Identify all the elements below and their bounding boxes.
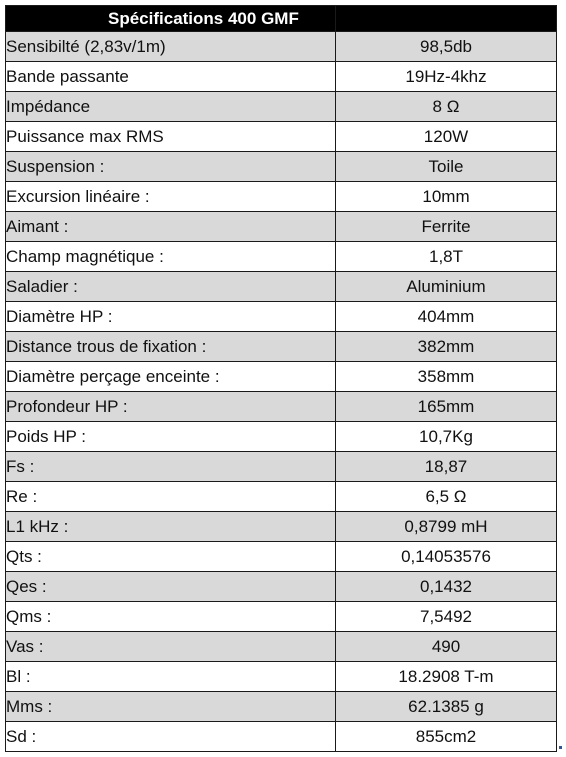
table-row — [6, 152, 557, 182]
spec-label: Mms : — [6, 692, 336, 722]
spec-value: 120W — [336, 122, 557, 152]
spec-sheet — [5, 5, 556, 752]
table-row — [6, 392, 557, 422]
spec-value: 382mm — [336, 332, 557, 362]
spec-value: 165mm — [336, 392, 557, 422]
table-row — [6, 32, 557, 62]
spec-value: Ferrite — [336, 212, 557, 242]
spec-value: 19Hz-4khz — [336, 62, 557, 92]
spec-value: 1,8T — [336, 242, 557, 272]
spec-value: 18.2908 T-m — [336, 662, 557, 692]
spec-label: Distance trous de fixation : — [6, 332, 336, 362]
table-row — [6, 62, 557, 92]
table-row — [6, 302, 557, 332]
spec-label: Qts : — [6, 542, 336, 572]
spec-label: Qes : — [6, 572, 336, 602]
spec-label: Diamètre perçage enceinte : — [6, 362, 336, 392]
spec-value: 358mm — [336, 362, 557, 392]
table-row — [6, 632, 557, 662]
spec-label: Profondeur HP : — [6, 392, 336, 422]
spec-label: Bande passante — [6, 62, 336, 92]
specifications-table — [5, 5, 557, 752]
table-title: Spécifications 400 GMF — [108, 8, 299, 28]
table-row — [6, 272, 557, 302]
spec-value: 0,8799 mH — [336, 512, 557, 542]
spec-label: Suspension : — [6, 152, 336, 182]
spec-value: 62.1385 g — [336, 692, 557, 722]
spec-value: Aluminium — [336, 272, 557, 302]
spec-label: Champ magnétique : — [6, 242, 336, 272]
table-row — [6, 692, 557, 722]
spec-value: 490 — [336, 632, 557, 662]
table-row — [6, 182, 557, 212]
table-title-cell — [6, 6, 336, 32]
spec-label: Aimant : — [6, 212, 336, 242]
table-row — [6, 242, 557, 272]
spec-label: Vas : — [6, 632, 336, 662]
spec-label: Poids HP : — [6, 422, 336, 452]
table-row — [6, 482, 557, 512]
table-row — [6, 602, 557, 632]
table-row — [6, 212, 557, 242]
spec-value: 0,1432 — [336, 572, 557, 602]
spec-value: 0,14053576 — [336, 542, 557, 572]
spec-label: Re : — [6, 482, 336, 512]
spec-value: 6,5 Ω — [336, 482, 557, 512]
spec-value: 855cm2 — [336, 722, 557, 752]
spec-value: 7,5492 — [336, 602, 557, 632]
table-row — [6, 362, 557, 392]
spec-value: Toile — [336, 152, 557, 182]
spec-label: Excursion linéaire : — [6, 182, 336, 212]
table-row — [6, 542, 557, 572]
spec-label: Saladier : — [6, 272, 336, 302]
spec-label: L1 kHz : — [6, 512, 336, 542]
table-row — [6, 452, 557, 482]
spec-value: 404mm — [336, 302, 557, 332]
table-header-row — [6, 6, 557, 32]
table-row — [6, 422, 557, 452]
spec-label: Impédance — [6, 92, 336, 122]
spec-value: 10,7Kg — [336, 422, 557, 452]
table-title-cell-right — [336, 6, 557, 32]
table-row — [6, 332, 557, 362]
fill-handle-mark — [559, 746, 562, 749]
spec-value: 98,5db — [336, 32, 557, 62]
spec-value: 18,87 — [336, 452, 557, 482]
spec-value: 10mm — [336, 182, 557, 212]
spec-label: Bl : — [6, 662, 336, 692]
table-row — [6, 572, 557, 602]
spec-label: Qms : — [6, 602, 336, 632]
spec-label: Fs : — [6, 452, 336, 482]
table-row — [6, 92, 557, 122]
spec-label: Puissance max RMS — [6, 122, 336, 152]
table-row — [6, 512, 557, 542]
spec-label: Sd : — [6, 722, 336, 752]
spec-value: 8 Ω — [336, 92, 557, 122]
table-row — [6, 722, 557, 752]
spec-label: Sensibilté (2,83v/1m) — [6, 32, 336, 62]
table-row — [6, 122, 557, 152]
table-row — [6, 662, 557, 692]
spec-label: Diamètre HP : — [6, 302, 336, 332]
